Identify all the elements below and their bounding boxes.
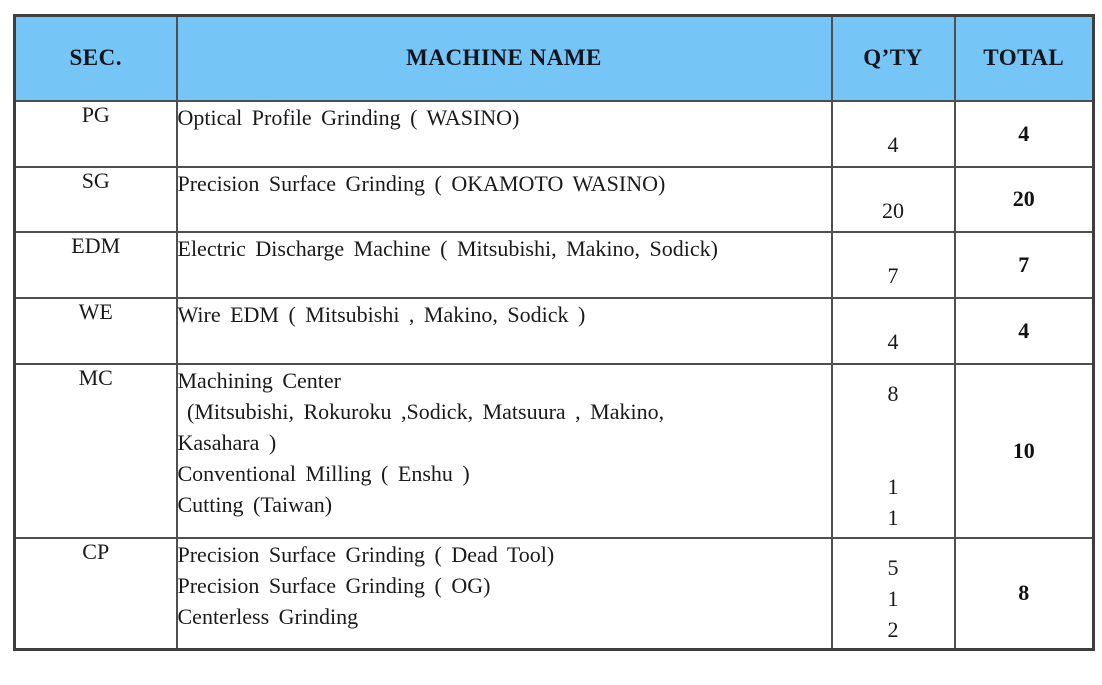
total-cell [955,538,1094,650]
table-row-we [15,298,1094,364]
machine-name-cell [177,298,832,364]
machine-name-line: Machining Center [177,367,341,393]
qty-value: 1 [887,473,899,499]
machine-name-cell [177,364,832,538]
qty-value [833,440,954,471]
total-cell [955,167,1094,232]
sec-label: WE [78,298,113,324]
machine-name-cell [177,167,832,232]
total-value: 8 [1018,580,1030,606]
qty-value: 1 [887,585,899,611]
qty-value: 8 [887,380,899,406]
header-cell-machine-name: MACHINE NAME [177,16,832,101]
sec-label: MC [78,364,113,390]
machine-name-line: (Mitsubishi, Rokuroku ,Sodick, Matsuura , Makino, [177,398,665,424]
qty-cell [832,167,955,232]
machine-name-line: Precision Surface Grinding ( Dead Tool) [177,541,555,567]
header-cell-sec: SEC. [15,16,177,101]
qty-value: 1 [887,504,899,530]
qty-value: 7 [887,262,899,288]
sec-cell [15,167,177,232]
header-row [15,16,1094,101]
machine-name-line: Optical Profile Grinding ( WASINO) [177,104,520,130]
table-row-sg [15,167,1094,232]
sec-cell [15,538,177,650]
total-value: 20 [1012,186,1035,211]
header-cell-total: TOTAL [955,16,1094,101]
qty-cell [832,232,955,298]
qty-value: 4 [887,328,899,354]
table-header [15,16,1094,101]
table-row-pg [15,101,1094,167]
total-cell [955,298,1094,364]
qty-value: 5 [887,554,899,580]
total-value: 4 [1018,120,1030,146]
total-value: 4 [1018,317,1030,343]
table-body [15,101,1094,650]
machine-inventory-table [13,14,1095,651]
header-cell-qty: Q’TY [832,16,955,101]
machine-name-line: Kasahara ) [177,429,277,455]
machine-table-container [13,14,1095,651]
sec-cell [15,364,177,538]
machine-name-line: Centerless Grinding [177,603,359,629]
machine-name-line: Wire EDM ( Mitsubishi , Makino, Sodick ) [177,301,586,327]
sec-label: SG [81,167,110,193]
sec-cell [15,101,177,167]
table-row-cp [15,538,1094,650]
table-row-mc [15,364,1094,538]
total-cell [955,101,1094,167]
machine-name-line: Precision Surface Grinding ( OKAMOTO WASINO) [177,170,666,196]
machine-name-line: Conventional Milling ( Enshu ) [177,460,470,486]
total-cell [955,232,1094,298]
sec-label: PG [81,101,110,127]
machine-name-cell [177,538,832,650]
total-cell [955,364,1094,538]
qty-cell [832,538,955,650]
table-row-edm [15,232,1094,298]
qty-value: 20 [882,197,904,223]
sec-label: EDM [71,232,121,258]
sec-label: CP [82,538,110,564]
total-value: 7 [1018,251,1030,277]
qty-cell [832,101,955,167]
machine-name-line: Cutting (Taiwan) [177,491,333,517]
sec-cell [15,232,177,298]
qty-value [833,409,954,440]
sec-cell [15,298,177,364]
total-value: 10 [1012,437,1035,463]
machine-name-cell [177,232,832,298]
qty-cell [832,298,955,364]
machine-name-cell [177,101,832,167]
qty-value: 4 [887,131,899,157]
qty-cell [832,364,955,538]
machine-name-line: Electric Discharge Machine ( Mitsubishi, Makino, Sodick) [177,235,718,261]
qty-value: 2 [887,616,899,642]
machine-name-line: Precision Surface Grinding ( OG) [177,572,491,598]
